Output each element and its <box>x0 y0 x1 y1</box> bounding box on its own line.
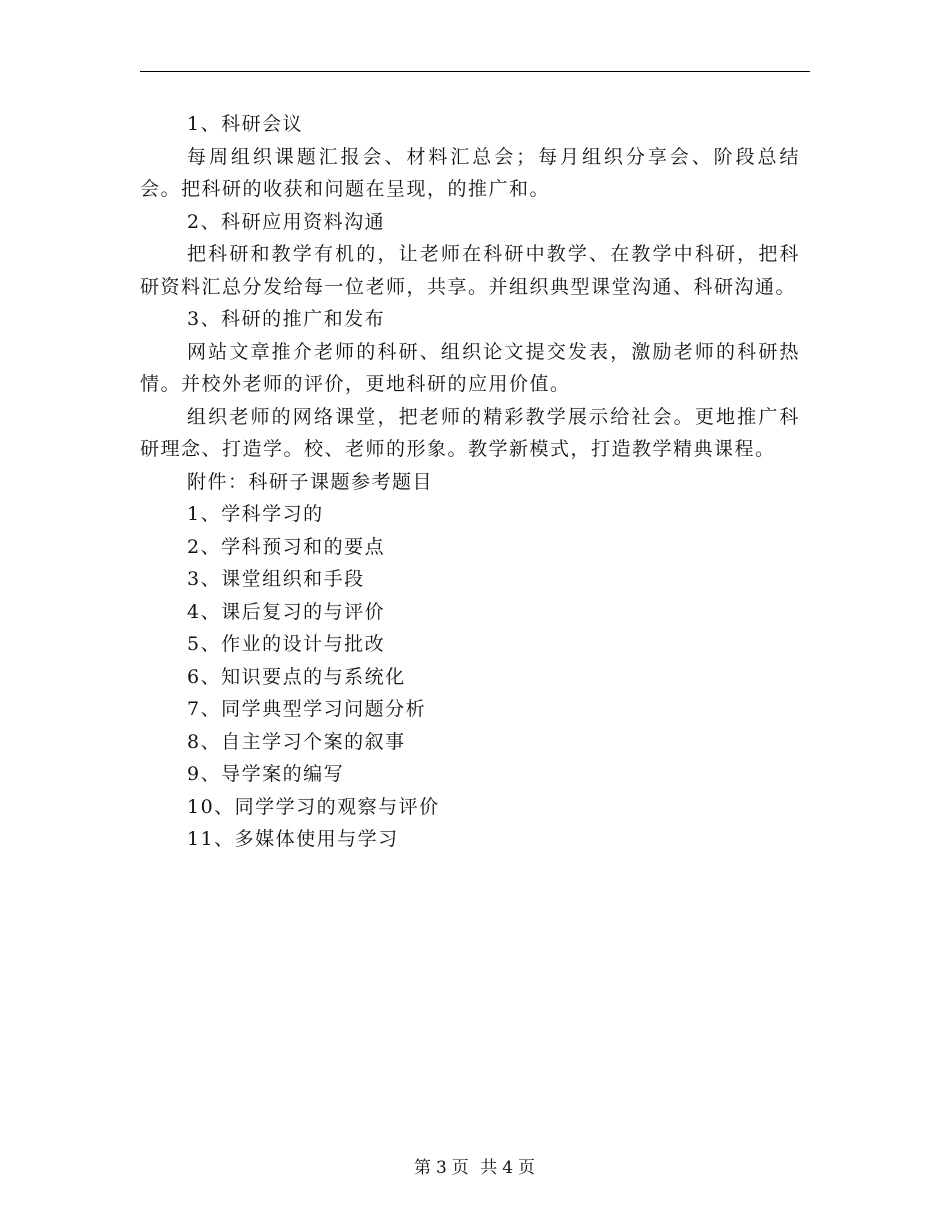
paragraph: 把科研和教学有机的，让老师在科研中教学、在教学中科研，把科研资料汇总分发给每一位老师，共享。并组织典型课堂沟通、科研沟通。 <box>140 243 800 298</box>
appendix-list-item: 3、课堂组织和手段 <box>187 568 365 590</box>
appendix-list-item: 10、同学学习的观察与评价 <box>187 795 440 818</box>
appendix-title: 附件：科研子课题参考题目 <box>187 470 434 493</box>
appendix-list-item: 4、课后复习的与评价 <box>187 600 386 623</box>
paragraph-heading-3: 3、科研的推广和发布 <box>187 308 386 330</box>
header-rule <box>140 71 810 72</box>
page-footer <box>0 1153 950 1178</box>
paragraph: 每周组织课题汇报会、材料汇总会；每月组织分享会、阶段总结会。把科研的收获和问题在呈现，的推广和。 <box>140 145 800 200</box>
appendix-list-item: 2、学科预习和的要点 <box>187 535 386 558</box>
appendix-list-item: 6、知识要点的与系统化 <box>187 665 406 688</box>
current-page-number: 3 <box>435 1158 448 1178</box>
paragraph: 组织老师的网络课堂，把老师的精彩教学展示给社会。更地推广科研理念、打造学。校、老师的形象。教学新模式，打造教学精典课程。 <box>140 405 800 460</box>
appendix-list-item: 9、导学案的编写 <box>187 763 345 785</box>
document-body <box>140 108 800 856</box>
paragraph: 网站文章推介老师的科研、组织论文提交发表，激励老师的科研热情。并校外老师的评价，更地科研的应用价值。 <box>140 340 800 395</box>
appendix-list-item: 5、作业的设计与批改 <box>187 633 386 655</box>
appendix-list-item: 11、多媒体使用与学习 <box>187 828 399 850</box>
footer-suffix: 页 <box>518 1158 537 1178</box>
appendix-list-item: 7、同学典型学习问题分析 <box>187 698 427 720</box>
appendix-list-item: 8、自主学习个案的叙事 <box>187 730 406 753</box>
total-page-number: 4 <box>502 1158 515 1178</box>
footer-middle: 页 共 <box>451 1158 499 1178</box>
footer-prefix: 第 <box>413 1158 432 1178</box>
appendix-list-item: 1、学科学习的 <box>187 503 324 525</box>
paragraph-heading-2: 2、科研应用资料沟通 <box>187 210 386 233</box>
paragraph-heading-1: 1、科研会议 <box>187 113 304 135</box>
